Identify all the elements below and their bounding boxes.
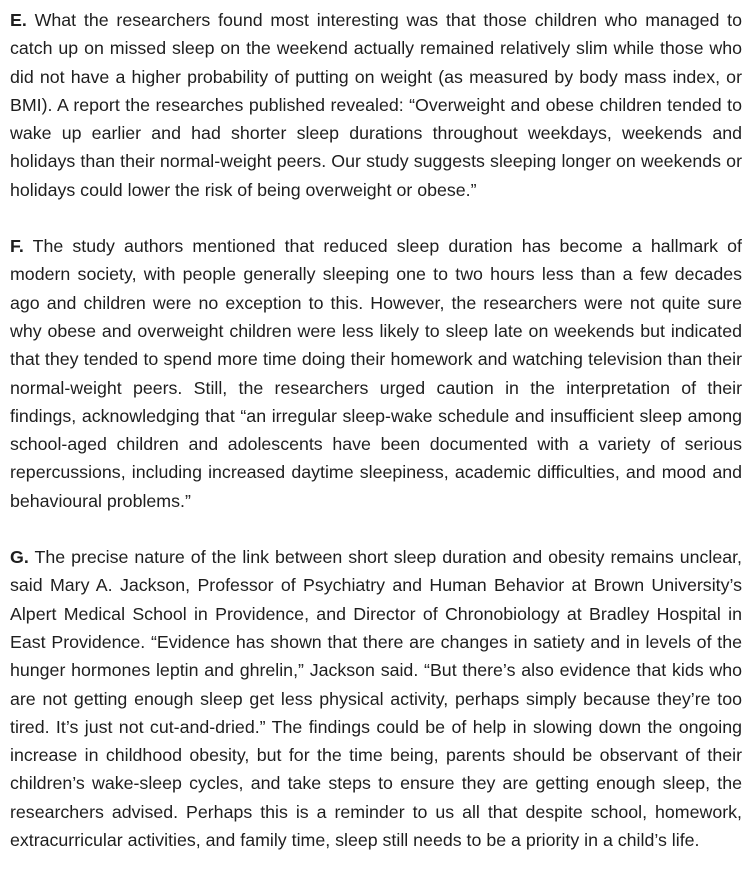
paragraph-text-e: What the researchers found most interesting was that those children who managed to catch up on missed sleep on the weekend actually remained relatively slim while those who did not have a higher probability of putting on weight (as measured by body mass index, or BMI). A report the researches published revealed: “Overweight and obese children tended to wake up earlier and had shorter sleep durations throughout weekdays, weekends and holidays than their normal-weight peers. Our study suggests sleeping longer on weekends or holidays could lower the risk of being overweight or obese.”	[10, 10, 742, 200]
paragraph-e	[10, 6, 742, 204]
paragraph-letter-f: F.	[10, 236, 24, 257]
paragraph-g	[10, 543, 742, 854]
paragraph-letter-e: E.	[10, 10, 27, 30]
paragraph-letter-g: G.	[10, 547, 29, 568]
paragraph-text-f: The study authors mentioned that reduced sleep duration has become a hallmark of modern society, with people generally sleeping one to two hours less than a few decades ago and children were no exception to this. However, the researchers were not quite sure why obese and overweight children were less likely to sleep late on weekends but indicated that they tended to spend more time doing their homework and watching television than their normal-weight peers. Still, the researchers urged caution in the interpretation of their findings, acknowledging that “an irregular sleep-wake schedule and insufficient sleep among school-aged children and adolescents have been documented with a variety of serious repercussions, including increased daytime sleepiness, academic difficulties, and mood and behavioural problems.”	[10, 236, 742, 511]
paragraph-f	[10, 232, 742, 515]
paragraph-text-g: The precise nature of the link between short sleep duration and obesity remains unclear, said Mary A. Jackson, Professor of Psychiatry and Human Behavior at Brown University’s Alpert Medical School in Providence, and Director of Chronobiology at Bradley Hospital in East Providence. “Evidence has shown that there are changes in satiety and in levels of the hunger hormones leptin and ghrelin,” Jackson said. “But there’s also evidence that kids who are not getting enough sleep get less physical activity, perhaps simply because they’re too tired. It’s just not cut-and-dried.” The findings could be of help in slowing down the ongoing increase in childhood obesity, but for the time being, parents should be observant of their children’s wake-sleep cycles, and take steps to ensure they are getting enough sleep, the researchers advised. Perhaps this is a reminder to us all that despite school, homework, extracurricular activities, and family time, sleep still needs to be a priority in a child’s life.	[10, 547, 742, 851]
